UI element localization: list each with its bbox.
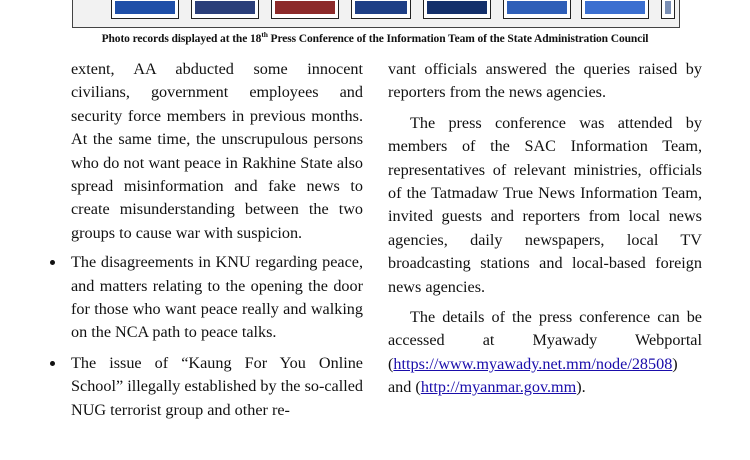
- left-column: [71, 58, 363, 429]
- details-text: The details of the press conference can be accessed at Myawady Webportal (: [388, 308, 702, 373]
- photo-board: [191, 0, 259, 19]
- photo-board-image: [355, 1, 407, 14]
- photo-board-image: [195, 1, 255, 14]
- caption-text-rest: Press Conference of the Information Team of the State Administration Council: [267, 32, 649, 45]
- photo-board: [581, 0, 649, 19]
- caption-text: Photo records displayed at the 18: [101, 32, 262, 45]
- attendance-paragraph: The press conference was attended by members of the SAC Information Team, representatives of relevant ministries, officials of the Tatmadaw True News Information Team, invited guests and reporters from local news agencies, daily newspapers, local TV broadcasting stations and local-based foreign news agencies.: [388, 113, 702, 296]
- details-text-mid: ) and (: [388, 354, 678, 397]
- photo-caption: [0, 30, 750, 45]
- details-paragraph: [388, 306, 702, 400]
- photo-board-image: [275, 1, 335, 14]
- details-text-end: ).: [576, 378, 586, 397]
- myanmar-gov-link[interactable]: http://myanmar.gov.mm: [420, 378, 577, 397]
- photo-board-image: [507, 1, 567, 14]
- photo-board: [351, 0, 411, 19]
- photo-board: [271, 0, 339, 19]
- left-intro-paragraph: extent, AA abducted some innocent civilians, government employees and security force members in previous months. At the same time, the unscrupulous persons who do not want peace in Rakhine State also spread misinformation and fake news to create misunderstanding between the two groups to cause war with suspicion.: [71, 60, 363, 242]
- bullet-item-knu: The disagreements in KNU regarding peace, and matters relating to the opening the door for those who want peace really and walking on the NCA path to peace talks.: [71, 251, 363, 345]
- photo-board: [111, 0, 179, 19]
- topic-bullet-list: [71, 251, 363, 422]
- bullet-item-online-school: The issue of “Kaung For You Online School” illegally established by the so-called NUG terrorist group and other re-: [71, 352, 363, 422]
- caption-ordinal-suffix: th: [261, 30, 268, 39]
- photo-board: [503, 0, 571, 19]
- photo-board-image: [585, 1, 645, 14]
- photo-board-image: [665, 1, 671, 14]
- myawady-link[interactable]: https://www.myawady.net.mm/node/28508: [393, 354, 673, 373]
- right-column: [388, 58, 702, 400]
- photo-board-image: [427, 1, 487, 14]
- right-continued-paragraph: vant officials answered the queries raised by reporters from the news agencies.: [388, 60, 702, 102]
- photo-board: [661, 0, 675, 19]
- photo-board-image: [115, 1, 175, 14]
- photo-exhibition-strip: [72, 0, 680, 28]
- photo-board: [423, 0, 491, 19]
